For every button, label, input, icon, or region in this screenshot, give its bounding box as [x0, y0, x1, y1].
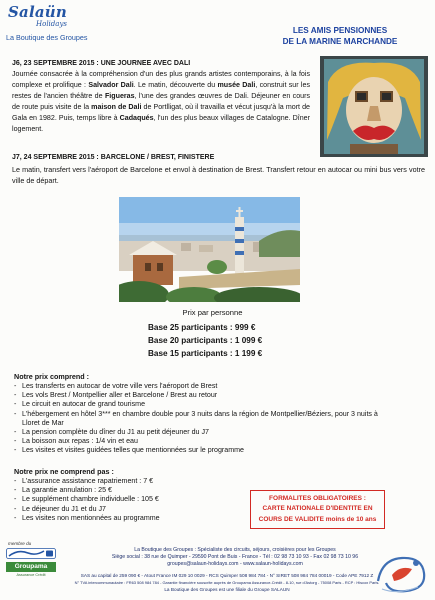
list-item: - L'hébergement en hôtel 3*** en chambre double pour 3 nuits dans la région de Montpellier/Béziers, pour 3 nuits à Lloret de Mar	[14, 410, 384, 428]
day7-heading: J7, 24 SEPTEMBRE 2015 : BARCELONE / BREST, FINISTERE	[12, 154, 215, 161]
footer-legal	[52, 572, 402, 593]
list-item: - Le déjeuner du J1 et du J7	[14, 505, 244, 514]
price-title: Prix par personne	[182, 308, 243, 317]
tourism-logo-dot	[413, 560, 419, 566]
association-logo	[6, 548, 56, 559]
photo-tree	[207, 260, 227, 274]
day6-text: , l'un des plus beaux villages de Catalogne. Dîner logement.	[12, 114, 310, 134]
excluded-list	[14, 477, 244, 523]
day6-highlight: Figueras	[104, 92, 135, 101]
price-value: 1 099 €	[234, 336, 263, 345]
brand-logo-script: Holidays	[36, 20, 67, 28]
day6-highlight: maison de Dali	[91, 103, 142, 112]
list-item: - La pension complète du dîner du J1 au petit déjeuner du J7	[14, 428, 384, 437]
groupama-logo: Groupama	[6, 562, 56, 572]
list-item: - Les visites non mentionnées au programme	[14, 514, 244, 523]
day6-text: de Portlligat, où il travailla et vécut jusqu'à la mort de Gala en 1982. Puis, temps libre à	[12, 103, 310, 123]
client-line-2: DE LA MARINE MARCHANDE	[282, 36, 398, 46]
painting-base	[350, 144, 398, 154]
photo-tree	[214, 287, 300, 302]
list-item: - La boisson aux repas : 1/4 vin et eau	[14, 437, 384, 446]
client-line-1: LES AMIS PENSIONNES	[292, 26, 388, 35]
photo-tower-tiles	[235, 251, 244, 255]
footer-line: groupes@salaun-holidays.com - www.salaun-holidays.com	[167, 561, 303, 567]
brand-tagline: La Boutique des Groupes	[6, 33, 88, 42]
photo-tower-tiles	[235, 227, 244, 231]
photo-tower-cross-bar	[236, 210, 243, 212]
photo-tower-tiles	[235, 239, 244, 243]
formalities-title: FORMALITES OBLIGATOIRES :	[269, 495, 366, 502]
painting-eye-left	[357, 93, 366, 100]
formalities-box	[250, 490, 385, 529]
list-item: - La garantie annulation : 25 €	[14, 486, 244, 495]
price-row	[148, 321, 262, 334]
day6-text: , construit sur les restes de l'ancien théâtre de	[12, 81, 310, 101]
member-label: membre du	[8, 541, 32, 546]
list-item: - Le circuit en autocar de grand tourisme	[14, 400, 384, 409]
price-label: Base 15 participants :	[148, 349, 233, 358]
brand-logo: Salaün	[8, 3, 67, 21]
photo-sky-upper	[119, 197, 300, 223]
day6-highlight: Cadaqués	[119, 114, 154, 123]
day7-description: Le matin, transfert vers l'aéroport de Barcelone et envol à destination de Brest. Transfert retour en autocar ou mini bus vers votre ville de départ.	[12, 165, 425, 185]
dali-painting-image	[320, 56, 428, 157]
legal-line: La Boutique des Groupes est une filiale du Groupe SALAUN	[164, 587, 290, 592]
formalities-requirement: CARTE NATIONALE D'IDENTITE EN COURS DE VALIDITE	[258, 505, 373, 523]
day6-text: . Le matin, découverte du	[133, 81, 218, 90]
photo-pavilion-window	[145, 263, 151, 271]
formalities-body	[255, 504, 380, 525]
photo-building	[199, 245, 213, 252]
price-row	[148, 334, 262, 347]
price-label: Base 25 participants :	[148, 323, 233, 332]
legal-line: SAS au capital de 259 090 € - Atout France IM 029 10 0029 - RCS Quimper 508 984 784 - N° SIRET 508 984 784 00019 - Code APE 7912 Z	[80, 573, 374, 578]
client-group-name	[276, 26, 404, 47]
footer-line: Siège social : 38 rue de Quimper - 29590 Pont de Buis - France - Tél : 02 98 73 10 93 - Fax 02 98 73 10 96	[111, 554, 359, 560]
footer-contact	[60, 547, 410, 568]
groupama-logo-subtitle: Assurance Crédit	[16, 573, 46, 577]
list-item: - Le supplément chambre individuelle : 105 €	[14, 495, 244, 504]
photo-mosaic-tower	[235, 217, 244, 277]
barcelona-photo	[119, 197, 300, 302]
day6-text: , l'une des grandes œuvres de Dali. Déjeuner en cours de route puis visite de la	[12, 92, 310, 112]
legal-line: N° TVA intercommunautaire : FR63 508 984 784 - Garantie financière souscrite auprès de Groupama Assurance-Crédit - 8-10, rue d'Astorg - 75008 Paris - RCP : Hiscox Paris.	[74, 580, 380, 585]
photo-tree	[166, 287, 222, 302]
list-item: - Les transferts en autocar de votre ville vers l'aéroport de Brest	[14, 382, 384, 391]
price-label: Base 20 participants :	[148, 336, 233, 345]
painting-eye-right	[382, 93, 391, 100]
price-value: 1 199 €	[234, 349, 263, 358]
photo-building	[181, 243, 191, 251]
tourism-logo-flame	[392, 568, 412, 581]
day6-highlight: musée Dali	[217, 81, 256, 90]
footer-line: La Boutique des Groupes : Spécialiste des circuits, séjours, croisières pour les Groupes	[134, 547, 336, 553]
formalities-note: moins de 10 ans	[325, 515, 377, 523]
list-item: - Les visites et visites guidées telles que mentionnées sur le programme	[14, 446, 384, 455]
association-logo-mark	[46, 551, 53, 557]
photo-pavilion-window	[157, 263, 163, 271]
photo-pavilion	[133, 255, 173, 285]
excluded-title: Notre prix ne comprend pas :	[14, 467, 114, 476]
price-table	[148, 321, 262, 360]
included-title: Notre prix comprend :	[14, 372, 90, 381]
day6-description	[12, 69, 310, 136]
list-item: - Les vols Brest / Montpellier aller et Barcelone / Brest au retour	[14, 391, 384, 400]
price-value: 999 €	[234, 323, 256, 332]
list-item: - L'assurance assistance rapatriement : 7 €	[14, 477, 244, 486]
day6-heading: J6, 23 SEPTEMBRE 2015 : UNE JOURNEE AVEC DALI	[12, 60, 191, 67]
day6-highlight: Salvador Dali	[88, 81, 134, 90]
price-row	[148, 347, 262, 360]
day6-text: Journée consacrée à la compréhension d'un des plus grands artistes contemporains, à la fois complexe et prolifique :	[12, 70, 310, 90]
tourism-label-logo	[372, 551, 430, 596]
included-list	[14, 382, 384, 456]
